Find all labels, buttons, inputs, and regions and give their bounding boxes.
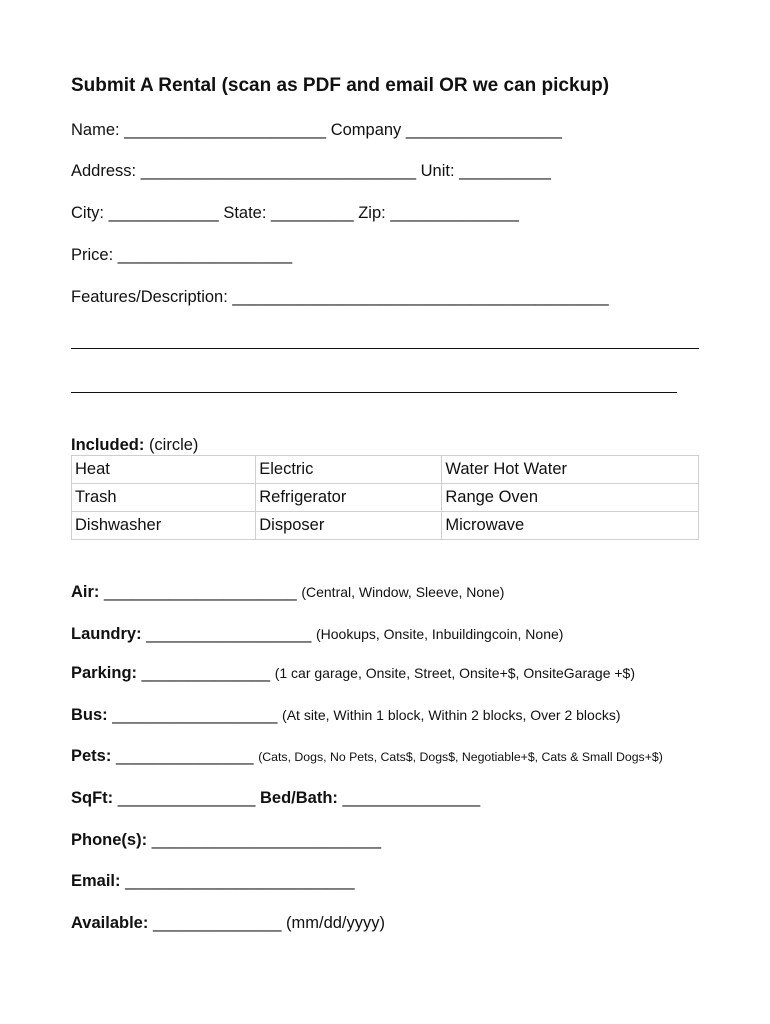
bedbath-field[interactable]: _______________ <box>342 789 481 807</box>
pets-field[interactable]: _______________ <box>115 747 254 765</box>
sqft-field[interactable]: _______________ <box>117 789 256 807</box>
company-field[interactable]: _________________ <box>405 121 562 139</box>
parking-field[interactable]: ______________ <box>141 664 271 682</box>
zip-label: Zip: <box>358 204 386 222</box>
unit-field[interactable]: __________ <box>459 162 551 180</box>
email-row <box>71 872 355 891</box>
included-option[interactable]: Disposer <box>256 512 442 540</box>
table-row <box>72 484 699 512</box>
pets-label: Pets: <box>71 747 112 765</box>
company-label: Company <box>330 121 402 139</box>
description-line-1[interactable] <box>71 348 699 349</box>
form-title: Submit A Rental (scan as PDF and email OR we can pickup) <box>71 75 610 96</box>
included-option[interactable]: Trash <box>72 484 256 512</box>
address-field[interactable]: ______________________________ <box>140 162 417 180</box>
address-label: Address: <box>71 162 137 180</box>
included-option[interactable]: Dishwasher <box>72 512 256 540</box>
available-field[interactable]: ______________ <box>152 914 282 932</box>
table-row <box>72 456 699 484</box>
pets-options: (Cats, Dogs, No Pets, Cats$, Dogs$, Negotiable+$, Cats & Small Dogs+$) <box>258 750 663 764</box>
phone-label: Phone(s): <box>71 831 148 849</box>
laundry-field[interactable]: __________________ <box>146 625 312 643</box>
included-option[interactable]: Heat <box>72 456 256 484</box>
city-row <box>71 204 519 223</box>
laundry-label: Laundry: <box>71 625 142 643</box>
included-table <box>71 455 699 540</box>
available-format: (mm/dd/yyyy) <box>286 914 386 932</box>
price-label: Price: <box>71 246 114 264</box>
name-company-row <box>71 121 562 140</box>
phone-field[interactable]: _________________________ <box>151 831 382 849</box>
bus-label: Bus: <box>71 706 108 724</box>
included-option[interactable]: Range Oven <box>442 484 699 512</box>
price-field[interactable]: ___________________ <box>117 246 293 264</box>
bus-field[interactable]: __________________ <box>112 706 278 724</box>
included-option[interactable]: Electric <box>256 456 442 484</box>
state-field[interactable]: _________ <box>271 204 354 222</box>
included-heading <box>71 436 198 455</box>
unit-label: Unit: <box>420 162 455 180</box>
features-field[interactable]: _________________________________________ <box>232 288 609 306</box>
laundry-options: (Hookups, Onsite, Inbuildingcoin, None) <box>315 626 564 642</box>
bus-row <box>71 706 621 725</box>
laundry-row <box>71 625 563 644</box>
price-row <box>71 246 292 265</box>
air-row <box>71 583 504 602</box>
email-label: Email: <box>71 872 121 890</box>
features-label: Features/Description: <box>71 288 228 306</box>
city-label: City: <box>71 204 104 222</box>
included-note: (circle) <box>148 436 199 454</box>
bedbath-label: Bed/Bath: <box>260 789 338 807</box>
included-option[interactable]: Microwave <box>442 512 699 540</box>
parking-options: (1 car garage, Onsite, Street, Onsite+$, OnsiteGarage +$) <box>274 665 635 681</box>
city-field[interactable]: ____________ <box>108 204 219 222</box>
table-row <box>72 512 699 540</box>
description-line-2[interactable] <box>71 392 677 393</box>
air-label: Air: <box>71 583 100 601</box>
included-option[interactable]: Refrigerator <box>256 484 442 512</box>
name-field[interactable]: ______________________ <box>124 121 327 139</box>
air-field[interactable]: _____________________ <box>104 583 297 601</box>
available-row <box>71 914 385 933</box>
name-label: Name: <box>71 121 120 139</box>
features-row <box>71 288 609 307</box>
email-field[interactable]: _________________________ <box>125 872 355 890</box>
state-label: State: <box>223 204 267 222</box>
parking-label: Parking: <box>71 664 138 682</box>
included-option[interactable]: Water Hot Water <box>442 456 699 484</box>
sqft-bedbath-row <box>71 789 480 808</box>
parking-row <box>71 664 635 683</box>
address-row <box>71 162 551 181</box>
air-options: (Central, Window, Sleeve, None) <box>301 584 505 600</box>
included-label: Included: <box>71 436 145 454</box>
phone-row <box>71 831 381 850</box>
pets-row <box>71 747 663 766</box>
sqft-label: SqFt: <box>71 789 114 807</box>
bus-options: (At site, Within 1 block, Within 2 blocks, Over 2 blocks) <box>282 707 621 723</box>
available-label: Available: <box>71 914 149 932</box>
zip-field[interactable]: ______________ <box>390 204 519 222</box>
